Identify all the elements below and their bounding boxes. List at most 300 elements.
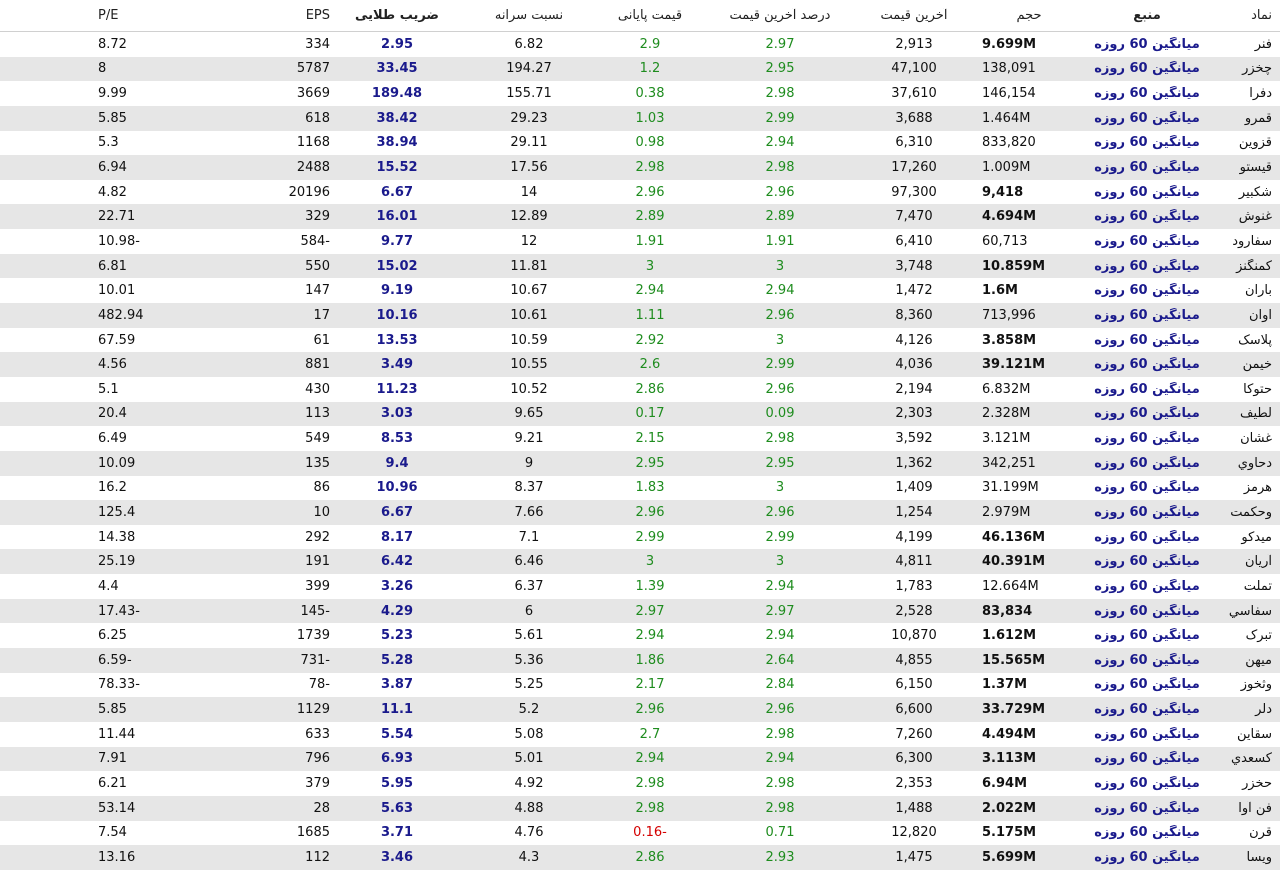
cell-pe: 7.91 — [98, 751, 127, 767]
cell-last-percent: 2.99 — [765, 357, 795, 373]
cell-pe: -10.98 — [98, 233, 140, 249]
table-row[interactable] — [0, 549, 1280, 574]
cell-gold-ratio: 189.48 — [371, 86, 423, 102]
cell-last-price: 2,353 — [895, 776, 933, 792]
cell-source: میانگین 60 روزه — [1094, 283, 1200, 299]
table-row[interactable] — [0, 574, 1280, 599]
cell-pe: 25.19 — [98, 554, 136, 570]
cell-namad: قمرو — [1244, 110, 1272, 126]
cell-source: میانگین 60 روزه — [1094, 825, 1200, 841]
cell-per-capita: 5.36 — [514, 652, 544, 668]
cell-source: میانگین 60 روزه — [1094, 578, 1200, 594]
cell-pe: 10.09 — [98, 455, 136, 471]
cell-pe: 4.82 — [98, 184, 127, 200]
cell-pe: -6.59 — [98, 652, 132, 668]
cell-volume: 138,091 — [982, 61, 1036, 77]
cell-namad: خیمن — [1242, 357, 1272, 373]
table-row[interactable] — [0, 476, 1280, 501]
cell-last-price: 4,811 — [895, 554, 933, 570]
cell-pe: 6.21 — [98, 776, 127, 792]
cell-eps: 1685 — [296, 825, 330, 841]
table-row[interactable] — [0, 722, 1280, 747]
cell-volume: 3.121M — [982, 431, 1031, 447]
table-row[interactable] — [0, 747, 1280, 772]
cell-final-price: 1.83 — [635, 480, 665, 496]
cell-volume: 2.022M — [982, 800, 1037, 816]
cell-final-price: 0.38 — [635, 86, 665, 102]
cell-volume: 83,834 — [982, 603, 1033, 619]
cell-last-price: 10,870 — [891, 628, 937, 644]
table-row[interactable] — [0, 131, 1280, 156]
cell-namad: فنر — [1254, 36, 1272, 52]
cell-namad: حتوکا — [1243, 381, 1272, 397]
cell-final-price: 0.17 — [635, 406, 665, 422]
cell-last-price: 1,472 — [895, 283, 933, 299]
cell-gold-ratio: 4.29 — [380, 603, 414, 619]
cell-eps: 430 — [305, 381, 330, 397]
cell-namad: قزوین — [1238, 135, 1272, 151]
cell-last-price: 3,592 — [895, 431, 933, 447]
table-row[interactable] — [0, 451, 1280, 476]
cell-gold-ratio: 9.4 — [385, 455, 409, 471]
cell-source: میانگین 60 روزه — [1094, 677, 1200, 693]
header-final-price[interactable]: قیمت پایانی — [617, 8, 683, 23]
cell-volume: 1.6M — [982, 283, 1018, 299]
cell-final-price: 2.89 — [635, 209, 665, 225]
cell-final-price: 1.86 — [635, 652, 665, 668]
cell-last-price: 4,855 — [895, 652, 933, 668]
cell-pe: 22.71 — [98, 209, 136, 225]
cell-namad: شکبیر — [1238, 184, 1272, 200]
table-row[interactable] — [0, 821, 1280, 846]
header-eps[interactable]: EPS — [305, 8, 330, 23]
cell-pe: 53.14 — [98, 800, 136, 816]
table-row[interactable] — [0, 106, 1280, 131]
cell-final-price: 2.7 — [639, 726, 661, 742]
table-row[interactable] — [0, 155, 1280, 180]
cell-source: میانگین 60 روزه — [1094, 849, 1200, 865]
cell-namad: میهن — [1245, 652, 1272, 668]
cell-eps: 796 — [305, 751, 330, 767]
cell-eps: 334 — [305, 36, 330, 52]
cell-namad: سفارود — [1232, 233, 1272, 249]
cell-last-percent: 2.94 — [765, 135, 795, 151]
cell-last-price: 3,748 — [895, 258, 933, 274]
cell-source: میانگین 60 روزه — [1094, 357, 1200, 373]
cell-final-price: 2.96 — [635, 504, 665, 520]
cell-final-price: 2.9 — [639, 36, 661, 52]
cell-per-capita: 10.67 — [510, 283, 548, 299]
cell-pe: 20.4 — [98, 406, 127, 422]
table-row[interactable] — [0, 32, 1280, 57]
cell-final-price: 2.96 — [635, 184, 665, 200]
cell-namad: وثخوز — [1240, 677, 1272, 693]
cell-gold-ratio: 11.23 — [376, 381, 418, 397]
cell-final-price: 2.92 — [635, 332, 665, 348]
table-row[interactable] — [0, 845, 1280, 870]
cell-eps: -145 — [300, 603, 330, 619]
cell-last-price: 4,126 — [895, 332, 933, 348]
cell-pe: 5.85 — [98, 702, 127, 718]
cell-last-percent: 2.64 — [765, 652, 795, 668]
cell-source: میانگین 60 روزه — [1094, 233, 1200, 249]
cell-per-capita: 12.89 — [510, 209, 548, 225]
cell-namad: باران — [1244, 283, 1272, 299]
cell-source: میانگین 60 روزه — [1094, 455, 1200, 471]
cell-source: میانگین 60 روزه — [1094, 258, 1200, 274]
cell-pe: 125.4 — [98, 504, 136, 520]
cell-source: میانگین 60 روزه — [1094, 381, 1200, 397]
cell-per-capita: 4.88 — [514, 800, 544, 816]
cell-eps: 399 — [305, 578, 330, 594]
table-row[interactable] — [0, 697, 1280, 722]
cell-last-price: 1,254 — [895, 504, 933, 520]
cell-per-capita: 9.65 — [514, 406, 544, 422]
cell-last-percent: 2.96 — [765, 307, 795, 323]
cell-source: میانگین 60 روزه — [1094, 480, 1200, 496]
cell-pe: 16.2 — [98, 480, 127, 496]
cell-volume: 10.859M — [982, 258, 1046, 274]
cell-eps: 20196 — [288, 184, 330, 200]
cell-final-price: 2.94 — [635, 628, 665, 644]
table-row[interactable] — [0, 796, 1280, 821]
cell-eps: 1739 — [296, 628, 330, 644]
table-row[interactable] — [0, 229, 1280, 254]
cell-pe: 7.54 — [98, 825, 127, 841]
cell-source: میانگین 60 روزه — [1094, 86, 1200, 102]
header-per-capita[interactable]: نسبت سرانه — [494, 8, 564, 23]
cell-last-percent: 0.09 — [765, 406, 795, 422]
cell-last-percent: 3 — [775, 480, 785, 496]
table-row[interactable] — [0, 426, 1280, 451]
cell-namad: کمنگنز — [1236, 258, 1272, 274]
cell-last-price: 7,470 — [895, 209, 933, 225]
cell-namad: تبرک — [1245, 628, 1272, 644]
cell-namad: قرن — [1249, 825, 1272, 841]
cell-volume: 4.694M — [982, 209, 1037, 225]
cell-namad: غنوش — [1238, 209, 1272, 225]
cell-last-percent: 2.96 — [765, 702, 795, 718]
cell-pe: 4.4 — [98, 578, 119, 594]
header-last-percent[interactable]: درصد آخرین قیمت — [729, 8, 831, 23]
cell-final-price: 1.11 — [635, 307, 665, 323]
cell-eps: 17 — [313, 307, 330, 323]
table-row[interactable] — [0, 771, 1280, 796]
cell-eps: -584 — [300, 233, 330, 249]
table-row[interactable] — [0, 377, 1280, 402]
cell-last-price: 1,409 — [895, 480, 933, 496]
table-row[interactable] — [0, 402, 1280, 427]
cell-final-price: 2.96 — [635, 702, 665, 718]
cell-volume: 5.699M — [982, 849, 1037, 865]
cell-volume: 713,996 — [982, 307, 1036, 323]
cell-source: میانگین 60 روزه — [1094, 332, 1200, 348]
cell-last-price: 8,360 — [895, 307, 933, 323]
cell-last-percent: 1.91 — [765, 233, 795, 249]
cell-last-percent: 2.98 — [765, 160, 795, 176]
table-row[interactable] — [0, 328, 1280, 353]
cell-eps: 1168 — [296, 135, 330, 151]
cell-final-price: 2.94 — [635, 283, 665, 299]
cell-volume: 39.121M — [982, 357, 1046, 373]
cell-eps: 5787 — [296, 61, 330, 77]
cell-last-percent: 2.98 — [765, 726, 795, 742]
cell-pe: -78.33 — [98, 677, 140, 693]
cell-eps: 3669 — [296, 86, 330, 102]
header-namad[interactable]: نماد — [1251, 8, 1272, 23]
cell-last-percent: 2.96 — [765, 504, 795, 520]
cell-source: میانگین 60 روزه — [1094, 184, 1200, 200]
cell-pe: -17.43 — [98, 603, 140, 619]
table-row[interactable] — [0, 352, 1280, 377]
cell-source: میانگین 60 روزه — [1094, 504, 1200, 520]
cell-final-price: 2.99 — [635, 529, 665, 545]
cell-last-price: 2,194 — [895, 381, 933, 397]
cell-namad: سفاسي — [1228, 603, 1272, 619]
cell-namad: آریان — [1244, 554, 1272, 570]
cell-per-capita: 5.08 — [514, 726, 544, 742]
cell-eps: 550 — [305, 258, 330, 274]
cell-last-percent: 2.94 — [765, 578, 795, 594]
cell-gold-ratio: 15.52 — [376, 160, 418, 176]
cell-eps: 135 — [305, 455, 330, 471]
table-row[interactable] — [0, 81, 1280, 106]
cell-eps: 633 — [305, 726, 330, 742]
cell-gold-ratio: 9.19 — [380, 283, 414, 299]
cell-namad: اوان — [1248, 307, 1272, 323]
cell-gold-ratio: 3.71 — [380, 825, 414, 841]
cell-gold-ratio: 5.23 — [380, 628, 414, 644]
cell-pe: 6.94 — [98, 160, 127, 176]
cell-per-capita: 6.46 — [514, 554, 544, 570]
cell-namad: وحکمت — [1230, 504, 1272, 520]
header-pe[interactable]: P/E — [98, 8, 119, 23]
cell-volume: 4.494M — [982, 726, 1037, 742]
cell-namad: سقاین — [1237, 726, 1272, 742]
cell-source: میانگین 60 روزه — [1094, 726, 1200, 742]
cell-last-price: 1,488 — [895, 800, 933, 816]
cell-pe: 5.3 — [98, 135, 119, 151]
cell-gold-ratio: 3.46 — [380, 849, 414, 865]
table-row[interactable] — [0, 673, 1280, 698]
cell-last-percent: 2.98 — [765, 800, 795, 816]
cell-gold-ratio: 11.1 — [380, 702, 414, 718]
cell-per-capita: 12 — [520, 233, 538, 249]
cell-final-price: 2.15 — [635, 431, 665, 447]
cell-last-price: 47,100 — [891, 61, 937, 77]
cell-namad: هرمز — [1243, 480, 1272, 496]
cell-pe: 6.49 — [98, 431, 127, 447]
cell-final-price: 2.6 — [639, 357, 661, 373]
cell-source: میانگین 60 روزه — [1094, 776, 1200, 792]
cell-last-percent: 2.98 — [765, 86, 795, 102]
cell-namad: ویسا — [1246, 849, 1272, 865]
table-row[interactable] — [0, 254, 1280, 279]
cell-gold-ratio: 5.63 — [380, 800, 414, 816]
cell-namad: چخزر — [1242, 61, 1272, 77]
cell-gold-ratio: 16.01 — [376, 209, 418, 225]
cell-pe: 67.59 — [98, 332, 136, 348]
cell-last-percent: 2.89 — [765, 209, 795, 225]
cell-final-price: 1.2 — [639, 61, 661, 77]
header-source[interactable]: منبع — [1133, 8, 1161, 23]
cell-gold-ratio: 8.17 — [380, 529, 414, 545]
cell-per-capita: 4.76 — [514, 825, 544, 841]
cell-source: میانگین 60 روزه — [1094, 406, 1200, 422]
cell-per-capita: 5.2 — [518, 702, 540, 718]
cell-eps: 292 — [305, 529, 330, 545]
cell-last-price: 6,150 — [895, 677, 933, 693]
cell-source: میانگین 60 روزه — [1094, 529, 1200, 545]
cell-volume: 833,820 — [982, 135, 1036, 151]
cell-last-price: 2,913 — [895, 36, 933, 52]
cell-final-price: 2.98 — [635, 776, 665, 792]
cell-gold-ratio: 3.49 — [380, 357, 414, 373]
cell-last-percent: 3 — [775, 332, 785, 348]
cell-per-capita: 9.21 — [514, 431, 544, 447]
table-row[interactable] — [0, 303, 1280, 328]
table-row[interactable] — [0, 599, 1280, 624]
cell-eps: 881 — [305, 357, 330, 373]
cell-last-price: 1,475 — [895, 849, 933, 865]
cell-pe: 482.94 — [98, 307, 144, 323]
table-row[interactable] — [0, 57, 1280, 82]
cell-eps: 379 — [305, 776, 330, 792]
cell-volume: 3.858M — [982, 332, 1037, 348]
table-row[interactable] — [0, 525, 1280, 550]
cell-gold-ratio: 3.03 — [380, 406, 414, 422]
cell-final-price: 2.94 — [635, 751, 665, 767]
header-last-price[interactable]: آخرین قیمت — [880, 8, 948, 23]
table-row[interactable] — [0, 180, 1280, 205]
cell-source: میانگین 60 روزه — [1094, 652, 1200, 668]
cell-pe: 8 — [98, 61, 107, 77]
cell-source: میانگین 60 روزه — [1094, 307, 1200, 323]
cell-last-percent: 0.71 — [765, 825, 795, 841]
table-row[interactable] — [0, 623, 1280, 648]
cell-volume: 60,713 — [982, 233, 1028, 249]
table-row[interactable] — [0, 278, 1280, 303]
cell-final-price: 3 — [645, 554, 655, 570]
cell-pe: 5.1 — [98, 381, 119, 397]
cell-gold-ratio: 10.96 — [376, 480, 418, 496]
cell-gold-ratio: 33.45 — [376, 61, 418, 77]
cell-last-price: 7,260 — [895, 726, 933, 742]
cell-source: میانگین 60 روزه — [1094, 431, 1200, 447]
cell-per-capita: 11.81 — [510, 258, 548, 274]
header-gold-ratio[interactable]: ضریب طلایی — [355, 8, 439, 23]
cell-source: میانگین 60 روزه — [1094, 702, 1200, 718]
cell-last-percent: 2.99 — [765, 110, 795, 126]
cell-volume: 6.832M — [982, 381, 1031, 397]
cell-namad: دلر — [1255, 702, 1272, 718]
cell-source: میانگین 60 روزه — [1094, 603, 1200, 619]
cell-eps: -731 — [300, 652, 330, 668]
cell-source: میانگین 60 روزه — [1094, 554, 1200, 570]
cell-eps: 61 — [313, 332, 330, 348]
cell-eps: 618 — [305, 110, 330, 126]
cell-last-price: 2,303 — [895, 406, 933, 422]
cell-source: میانگین 60 روزه — [1094, 110, 1200, 126]
cell-final-price: 1.91 — [635, 233, 665, 249]
cell-final-price: 0.98 — [635, 135, 665, 151]
cell-volume: 1.612M — [982, 628, 1037, 644]
cell-final-price: 2.97 — [635, 603, 665, 619]
cell-last-percent: 2.95 — [765, 61, 795, 77]
cell-per-capita: 6.37 — [514, 578, 544, 594]
cell-gold-ratio: 5.54 — [380, 726, 414, 742]
cell-source: میانگین 60 روزه — [1094, 36, 1200, 52]
cell-gold-ratio: 2.95 — [380, 36, 414, 52]
cell-eps: 113 — [305, 406, 330, 422]
cell-last-percent: 3 — [775, 258, 785, 274]
cell-volume: 3.113M — [982, 751, 1037, 767]
cell-source: میانگین 60 روزه — [1094, 135, 1200, 151]
cell-gold-ratio: 15.02 — [376, 258, 418, 274]
table-body — [0, 32, 1280, 870]
cell-namad: حخزر — [1242, 776, 1272, 792]
cell-volume: 9.699M — [982, 36, 1037, 52]
cell-volume: 9,418 — [982, 184, 1024, 200]
cell-gold-ratio: 38.94 — [376, 135, 418, 151]
cell-final-price: 2.17 — [635, 677, 665, 693]
cell-per-capita: 10.52 — [510, 381, 548, 397]
cell-gold-ratio: 5.28 — [380, 652, 414, 668]
cell-pe: 4.56 — [98, 357, 127, 373]
cell-volume: 15.565M — [982, 652, 1046, 668]
cell-per-capita: 10.55 — [510, 357, 548, 373]
cell-eps: 191 — [305, 554, 330, 570]
cell-per-capita: 4.92 — [514, 776, 544, 792]
cell-final-price: 1.39 — [635, 578, 665, 594]
table-row[interactable] — [0, 204, 1280, 229]
cell-last-price: 6,300 — [895, 751, 933, 767]
cell-per-capita: 17.56 — [510, 160, 548, 176]
cell-last-percent: 2.98 — [765, 776, 795, 792]
cell-final-price: 2.95 — [635, 455, 665, 471]
cell-per-capita: 29.23 — [510, 110, 548, 126]
cell-source: میانگین 60 روزه — [1094, 800, 1200, 816]
cell-pe: 6.81 — [98, 258, 127, 274]
table-row[interactable] — [0, 648, 1280, 673]
cell-gold-ratio: 6.67 — [380, 504, 414, 520]
cell-last-price: 4,036 — [895, 357, 933, 373]
cell-eps: 10 — [313, 504, 330, 520]
cell-final-price: 2.98 — [635, 800, 665, 816]
cell-volume: 2.979M — [982, 504, 1031, 520]
cell-pe: 5.85 — [98, 110, 127, 126]
cell-eps: 86 — [313, 480, 330, 496]
header-volume[interactable]: حجم — [1016, 8, 1042, 23]
cell-last-percent: 2.97 — [765, 36, 795, 52]
table-row[interactable] — [0, 500, 1280, 525]
cell-gold-ratio: 3.26 — [380, 578, 414, 594]
cell-last-price: 6,310 — [895, 135, 933, 151]
cell-volume: 33.729M — [982, 702, 1046, 718]
cell-eps: 28 — [313, 800, 330, 816]
cell-volume: 31.199M — [982, 480, 1039, 496]
cell-namad: پلاسک — [1238, 332, 1272, 348]
cell-per-capita: 8.37 — [514, 480, 544, 496]
cell-last-percent: 2.93 — [765, 849, 795, 865]
cell-volume: 1.464M — [982, 110, 1031, 126]
cell-per-capita: 5.61 — [514, 628, 544, 644]
cell-eps: 1129 — [296, 702, 330, 718]
cell-pe: 11.44 — [98, 726, 136, 742]
cell-gold-ratio: 9.77 — [380, 233, 414, 249]
cell-namad: فن آوا — [1238, 800, 1272, 816]
cell-gold-ratio: 3.87 — [380, 677, 414, 693]
